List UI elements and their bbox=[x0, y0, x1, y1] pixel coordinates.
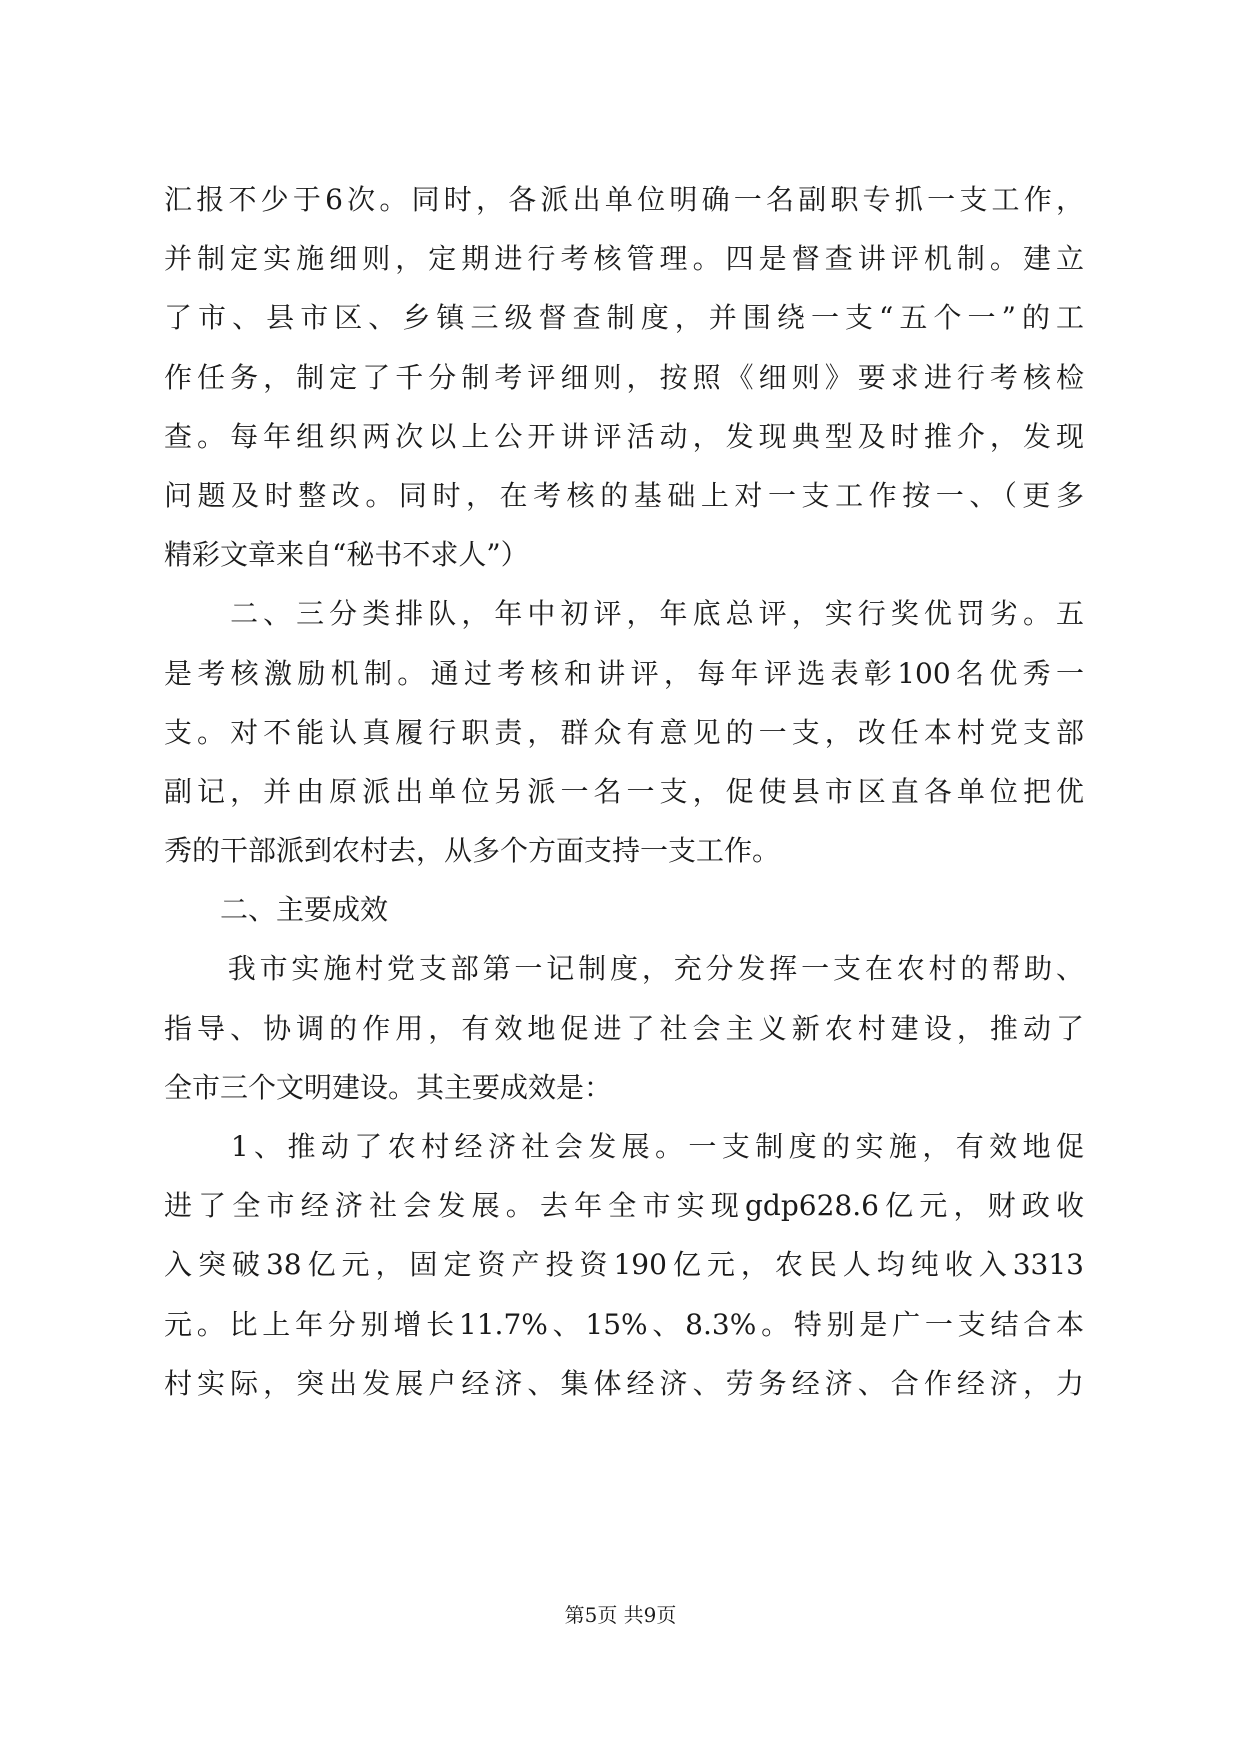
text-line: 支。对不能认真履行职责，群众有意见的一支，改任本村党支部 bbox=[164, 715, 1084, 749]
text-line: 了市、县市区、乡镇三级督查制度，并围绕一支“五个一”的工 bbox=[164, 301, 1084, 335]
text-line: 作任务，制定了千分制考评细则，按照《细则》要求进行考核检 bbox=[164, 360, 1084, 394]
text-line: 二、三分类排队，年中初评，年底总评，实行奖优罚劣。五 bbox=[164, 597, 1084, 631]
text-line: 问题及时整改。同时，在考核的基础上对一支工作按一、（更多 bbox=[164, 478, 1084, 512]
text-line: 是考核激励机制。通过考核和讲评，每年评选表彰100名优秀一 bbox=[164, 656, 1084, 690]
section-heading: 二、主要成效 bbox=[164, 893, 389, 927]
text-line: 1、推动了农村经济社会发展。一支制度的实施，有效地促 bbox=[164, 1130, 1084, 1163]
text-line: 精彩文章来自“秘书不求人”） bbox=[164, 538, 529, 572]
text-line: 指导、协调的作用，有效地促进了社会主义新农村建设，推动了 bbox=[164, 1011, 1084, 1045]
text-line: 秀的干部派到农村去，从多个方面支持一支工作。 bbox=[164, 834, 781, 868]
text-line: 并制定实施细则，定期进行考核管理。四是督查讲评机制。建立 bbox=[164, 242, 1084, 276]
text-line: 查。每年组织两次以上公开讲评活动，发现典型及时推介，发现 bbox=[164, 419, 1084, 453]
page-number-footer: 第5页 共9页 bbox=[564, 1603, 677, 1627]
text-line: 副记，并由原派出单位另派一名一支，促使县市区直各单位把优 bbox=[164, 774, 1084, 808]
text-line: 村实际，突出发展户经济、集体经济、劳务经济、合作经济，力 bbox=[164, 1366, 1084, 1400]
text-line: 我市实施村党支部第一记制度，充分发挥一支在农村的帮助、 bbox=[164, 952, 1084, 986]
text-line: 入突破38亿元，固定资产投资190亿元，农民人均纯收入3313 bbox=[164, 1248, 1084, 1282]
document-body bbox=[164, 170, 1084, 1413]
text-line: 元。比上年分别增长11.7%、15%、8.3%。特别是广一支结合本 bbox=[164, 1307, 1084, 1341]
text-line: 汇报不少于6次。同时，各派出单位明确一名副职专抓一支工作， bbox=[164, 183, 1084, 216]
text-line: 全市三个文明建设。其主要成效是： bbox=[164, 1070, 613, 1104]
text-line: 进了全市经济社会发展。去年全市实现gdp628.6亿元，财政收 bbox=[164, 1189, 1084, 1223]
